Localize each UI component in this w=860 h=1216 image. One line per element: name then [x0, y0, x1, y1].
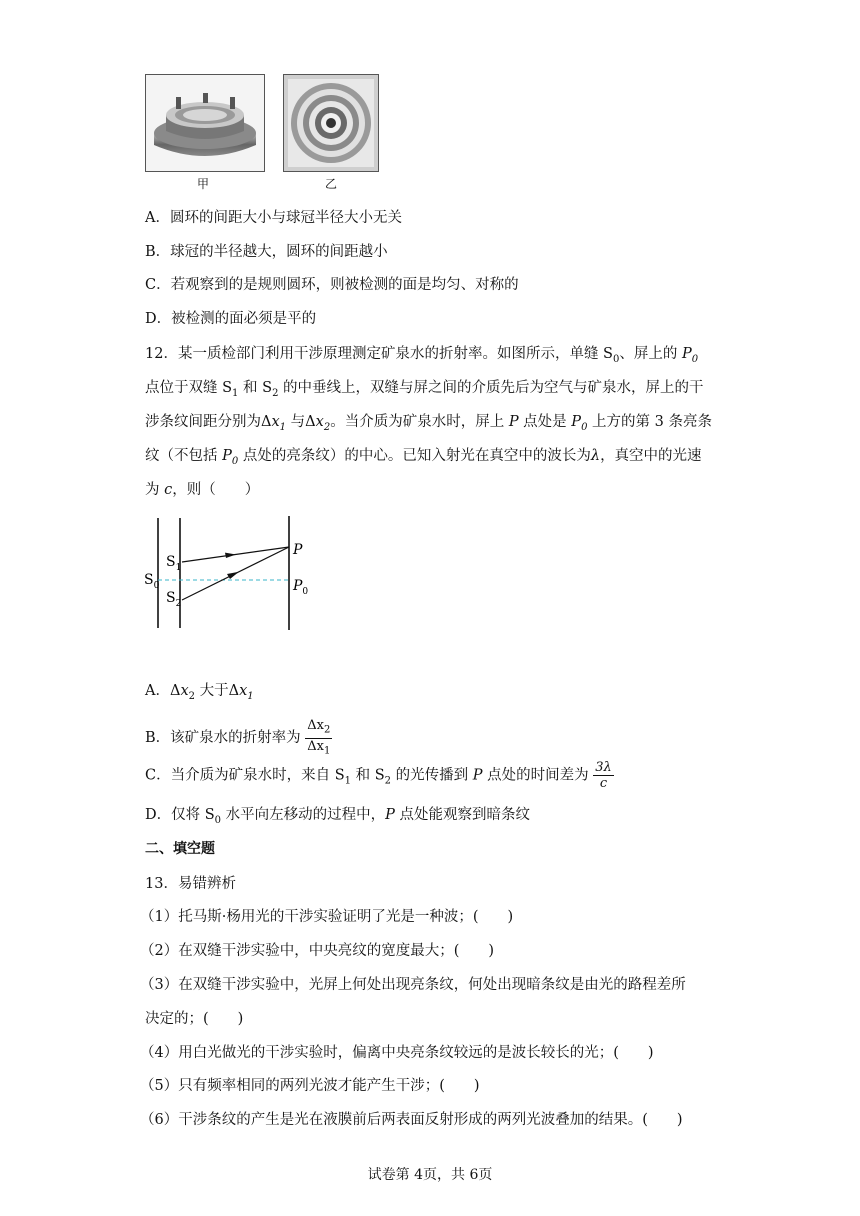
q11-option-a: A．圆环的间距大小与球冠半径大小无关 [145, 210, 402, 226]
label-s0: $S_0$ [144, 572, 160, 591]
q13-item-5: （5）只有频率相同的两列光波才能产生干涉；( ) [140, 1078, 480, 1094]
label-s2: $S_2$ [166, 590, 182, 609]
ring-apparatus-image [146, 75, 264, 171]
q12-option-c: C．当介质为矿泉水时，来自 $S_1$ 和 $S_2$ 的光传播到 P 点处的时间差为 $\frac{3\lambda}{c}$ [145, 760, 612, 791]
q12-option-b: B．该矿泉水的折射率为 $\frac{\Delta x_2}{\Delta x_1}$ [145, 718, 331, 757]
refractive-index-fraction: $\frac{\Delta x_2}{\Delta x_1}$ [307, 718, 331, 757]
q11-option-d: D．被检测的面必须是平的 [145, 311, 317, 327]
q13-item-4: （4）用白光做光的干涉实验时，偏离中央亮条纹较远的是波长较长的光；( ) [140, 1045, 654, 1061]
ray-s1-arrowhead [225, 553, 236, 558]
q12-option-a: A．$\Delta x_2$ 大于$\Delta x_1$ [145, 683, 254, 702]
interference-rings-image [284, 75, 378, 171]
figure-jia-caption: 甲 [197, 177, 210, 191]
q11-option-c: C．若观察到的是规则圆环，则被检测的面是均匀、对称的 [145, 277, 519, 293]
q13-item-3-line-2: 决定的；( ) [145, 1011, 244, 1027]
q12-stem-line-4: 纹（不包括 $P_0$ 点处的亮条纹）的中心。已知入射光在真空中的波长为λ，真空中的光速 [145, 448, 702, 467]
q13-item-1: （1）托马斯·杨用光的干涉实验证明了光是一种波；( ) [140, 909, 514, 925]
figure-yi-caption: 乙 [325, 177, 338, 191]
q12-stem-line-5: 为 c，则（ ） [145, 482, 260, 498]
time-difference-fraction: $\frac{3\lambda}{c}$ [595, 760, 612, 791]
q12-stem-line-1: 12．某一质检部门利用干涉原理测定矿泉水的折射率。如图所示，单缝 $S_0$、屏上的 $P_0$ [145, 346, 699, 365]
figure-yi-photo [283, 74, 379, 172]
q12-stem-line-2: 点位于双缝 $S_1$ 和 $S_2$ 的中垂线上，双缝与屏之间的介质先后为空气与矿泉水，屏上的干 [145, 380, 704, 399]
q12-stem-line-3: 涉条纹间距分别为$\Delta x_1$ 与$\Delta x_2$。当介质为矿泉水时，屏上 P 点处是 $P_0$ 上方的第 3 条亮条 [145, 414, 712, 433]
q13-title: 13．易错辨析 [145, 876, 236, 892]
label-s1: $S_1$ [166, 554, 182, 573]
figure-jia-photo [145, 74, 265, 172]
page-footer: 试卷第 4页，共 6页 [367, 1167, 493, 1183]
label-p0: $P_0$ [293, 578, 309, 597]
q11-option-b: B．球冠的半径越大，圆环的间距越小 [145, 244, 388, 260]
q13-item-6: （6）干涉条纹的产生是光在液膜前后两表面反射形成的两列光波叠加的结果。( ) [140, 1112, 683, 1128]
q13-item-2: （2）在双缝干涉实验中，中央亮纹的宽度最大；( ) [140, 943, 495, 959]
double-slit-diagram [140, 512, 340, 634]
q13-item-3-line-1: （3）在双缝干涉实验中，光屏上何处出现亮条纹，何处出现暗条纹是由光的路程差所 [140, 977, 686, 993]
ray-s2-arrowhead [227, 572, 239, 579]
label-p: P [293, 542, 303, 558]
q12-option-d: D．仅将 $S_0$ 水平向左移动的过程中，P 点处能观察到暗条纹 [145, 807, 531, 826]
section-2-title: 二、填空题 [145, 841, 215, 857]
